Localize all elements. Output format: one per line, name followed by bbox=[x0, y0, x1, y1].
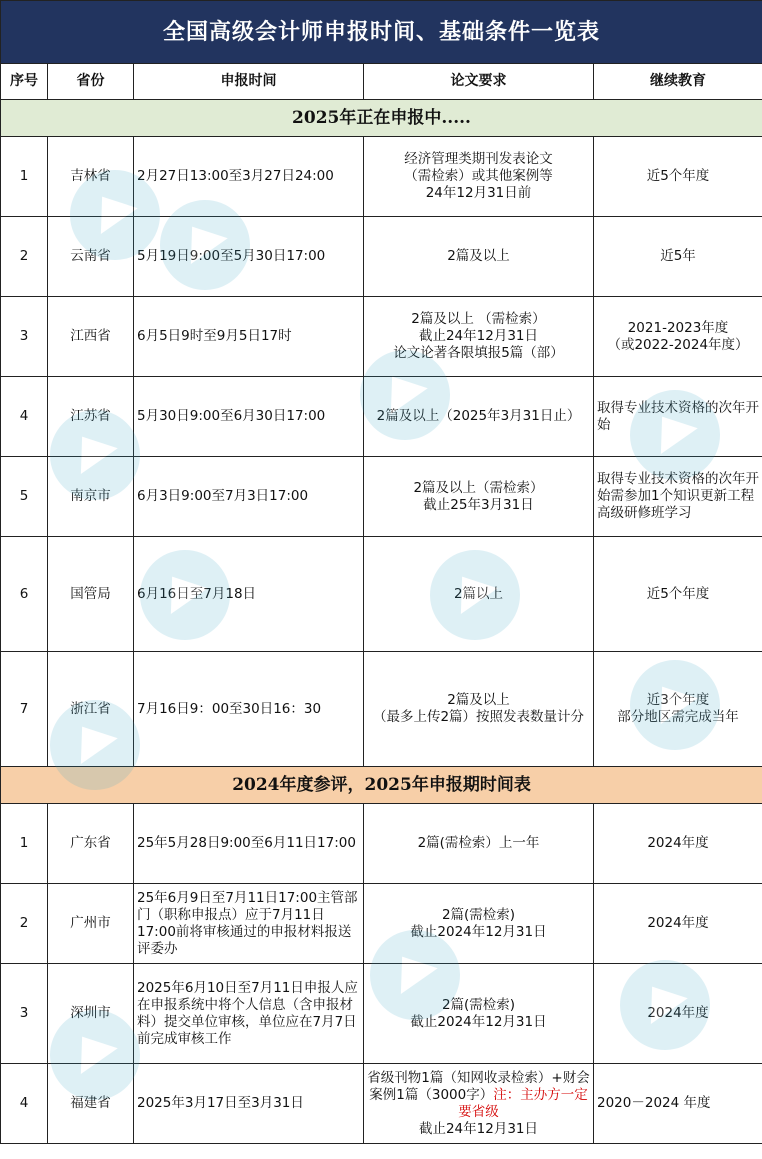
education-line: （或2022-2024年度） bbox=[597, 337, 759, 354]
row-number: 6 bbox=[1, 537, 48, 652]
education-line: 近5年 bbox=[597, 248, 759, 265]
paper-line: 24年12月31日前 bbox=[367, 185, 590, 202]
header-row bbox=[1, 64, 762, 100]
table-row bbox=[1, 457, 762, 537]
paper-cell bbox=[364, 1064, 594, 1144]
paper-line: 2篇及以上（2025年3月31日止） bbox=[367, 408, 590, 425]
paper-line: 截止24年12月31日 bbox=[367, 328, 590, 345]
paper-text: 省级刊物1篇（知网收录检索）+财会案例1篇（3000字） bbox=[367, 1070, 589, 1103]
province-cell: 深圳市 bbox=[48, 964, 134, 1064]
row-number: 3 bbox=[1, 964, 48, 1064]
row-number: 1 bbox=[1, 804, 48, 884]
education-line: 2024年度 bbox=[597, 1005, 759, 1022]
section-1-rows bbox=[1, 137, 762, 767]
education-line: 2020－2024 年度 bbox=[597, 1095, 759, 1112]
time-cell: 6月3日9:00至7月3日17:00 bbox=[134, 457, 364, 537]
time-cell: 2月27日13:00至3月27日24:00 bbox=[134, 137, 364, 217]
row-number: 3 bbox=[1, 297, 48, 377]
education-line: 取得专业技术资格的次年开始需参加1个知识更新工程高级研修班学习 bbox=[597, 471, 759, 522]
paper-cell bbox=[364, 884, 594, 964]
education-cell bbox=[594, 652, 762, 767]
paper-line: 2篇及以上 bbox=[367, 692, 590, 709]
table-row bbox=[1, 1064, 762, 1144]
education-line: 近5个年度 bbox=[597, 586, 759, 603]
province-cell: 江苏省 bbox=[48, 377, 134, 457]
paper-cell bbox=[364, 377, 594, 457]
header-province: 省份 bbox=[48, 64, 134, 100]
row-number: 2 bbox=[1, 217, 48, 297]
section-heading-row bbox=[1, 100, 762, 137]
row-number: 2 bbox=[1, 884, 48, 964]
education-line: 2021-2023年度 bbox=[597, 320, 759, 337]
header-education: 继续教育 bbox=[594, 64, 762, 100]
time-cell: 25年6月9日至7月11日17:00主管部门（职称申报点）应于7月11日17:00前将审核通过的申报材料报送评委办 bbox=[134, 884, 364, 964]
row-number: 1 bbox=[1, 137, 48, 217]
education-line: 近5个年度 bbox=[597, 168, 759, 185]
paper-line bbox=[367, 1070, 590, 1121]
paper-line: 截止25年3月31日 bbox=[367, 497, 590, 514]
row-number: 4 bbox=[1, 1064, 48, 1144]
section-2-rows bbox=[1, 804, 762, 1144]
paper-line: 2篇(需检索) bbox=[367, 907, 590, 924]
table-row bbox=[1, 804, 762, 884]
paper-line: 2篇(需检索) bbox=[367, 997, 590, 1014]
paper-cell bbox=[364, 804, 594, 884]
table-row bbox=[1, 537, 762, 652]
header-paper: 论文要求 bbox=[364, 64, 594, 100]
time-cell: 6月5日9时至9月5日17时 bbox=[134, 297, 364, 377]
section-heading-row bbox=[1, 767, 762, 804]
table-row bbox=[1, 137, 762, 217]
paper-cell bbox=[364, 217, 594, 297]
table-row bbox=[1, 884, 762, 964]
table-title: 全国高级会计师申报时间、基础条件一览表 bbox=[1, 1, 762, 64]
education-cell bbox=[594, 884, 762, 964]
paper-line: 2篇以上 bbox=[367, 586, 590, 603]
time-cell: 2025年3月17日至3月31日 bbox=[134, 1064, 364, 1144]
table-row bbox=[1, 297, 762, 377]
paper-line: 论文论著各限填报5篇（部） bbox=[367, 345, 590, 362]
education-cell bbox=[594, 297, 762, 377]
education-cell bbox=[594, 217, 762, 297]
province-cell: 浙江省 bbox=[48, 652, 134, 767]
table-row bbox=[1, 217, 762, 297]
paper-line: 经济管理类期刊发表论文 bbox=[367, 151, 590, 168]
row-number: 5 bbox=[1, 457, 48, 537]
time-cell: 7月16日9：00至30日16：30 bbox=[134, 652, 364, 767]
paper-cell bbox=[364, 297, 594, 377]
education-line: 2024年度 bbox=[597, 835, 759, 852]
paper-cell bbox=[364, 137, 594, 217]
province-cell: 云南省 bbox=[48, 217, 134, 297]
education-line: 部分地区需完成当年 bbox=[597, 709, 759, 726]
paper-cell bbox=[364, 457, 594, 537]
paper-line: 截止2024年12月31日 bbox=[367, 924, 590, 941]
province-cell: 南京市 bbox=[48, 457, 134, 537]
paper-note: 注：主办方一定要省级 bbox=[458, 1087, 587, 1120]
time-cell: 25年5月28日9:00至6月11日17:00 bbox=[134, 804, 364, 884]
province-cell: 国管局 bbox=[48, 537, 134, 652]
education-line: 近3个年度 bbox=[597, 692, 759, 709]
time-cell: 6月16日至7月18日 bbox=[134, 537, 364, 652]
paper-line: （最多上传2篇）按照发表数量计分 bbox=[367, 709, 590, 726]
paper-line: 截止2024年12月31日 bbox=[367, 1014, 590, 1031]
province-cell: 江西省 bbox=[48, 297, 134, 377]
time-cell: 5月19日9:00至5月30日17:00 bbox=[134, 217, 364, 297]
paper-line: 2篇及以上 （需检索） bbox=[367, 311, 590, 328]
province-cell: 吉林省 bbox=[48, 137, 134, 217]
header-time: 申报时间 bbox=[134, 64, 364, 100]
education-line: 取得专业技术资格的次年开始 bbox=[597, 400, 759, 434]
education-cell bbox=[594, 377, 762, 457]
paper-line: 2篇及以上 bbox=[367, 248, 590, 265]
table-row bbox=[1, 964, 762, 1064]
paper-cell bbox=[364, 964, 594, 1064]
education-cell bbox=[594, 537, 762, 652]
education-cell bbox=[594, 1064, 762, 1144]
paper-cell bbox=[364, 537, 594, 652]
paper-cell bbox=[364, 652, 594, 767]
section-heading: 2024年度参评，2025年申报期时间表 bbox=[1, 767, 762, 804]
row-number: 7 bbox=[1, 652, 48, 767]
education-cell bbox=[594, 457, 762, 537]
paper-line: （需检索）或其他案例等 bbox=[367, 168, 590, 185]
province-cell: 广州市 bbox=[48, 884, 134, 964]
section-heading: 2025年正在申报中..... bbox=[1, 100, 762, 137]
education-cell bbox=[594, 137, 762, 217]
header-no: 序号 bbox=[1, 64, 48, 100]
table-row bbox=[1, 652, 762, 767]
time-cell: 5月30日9:00至6月30日17:00 bbox=[134, 377, 364, 457]
paper-line: 截止24年12月31日 bbox=[367, 1121, 590, 1138]
row-number: 4 bbox=[1, 377, 48, 457]
province-cell: 福建省 bbox=[48, 1064, 134, 1144]
paper-line: 2篇(需检索）上一年 bbox=[367, 835, 590, 852]
paper-line: 2篇及以上（需检索） bbox=[367, 480, 590, 497]
table-row bbox=[1, 377, 762, 457]
education-line: 2024年度 bbox=[597, 915, 759, 932]
time-cell: 2025年6月10日至7月11日申报人应在申报系统中将个人信息（含申报材料）提交单位审核，单位应在7月7日前完成审核工作 bbox=[134, 964, 364, 1064]
education-cell bbox=[594, 964, 762, 1064]
education-cell bbox=[594, 804, 762, 884]
province-cell: 广东省 bbox=[48, 804, 134, 884]
